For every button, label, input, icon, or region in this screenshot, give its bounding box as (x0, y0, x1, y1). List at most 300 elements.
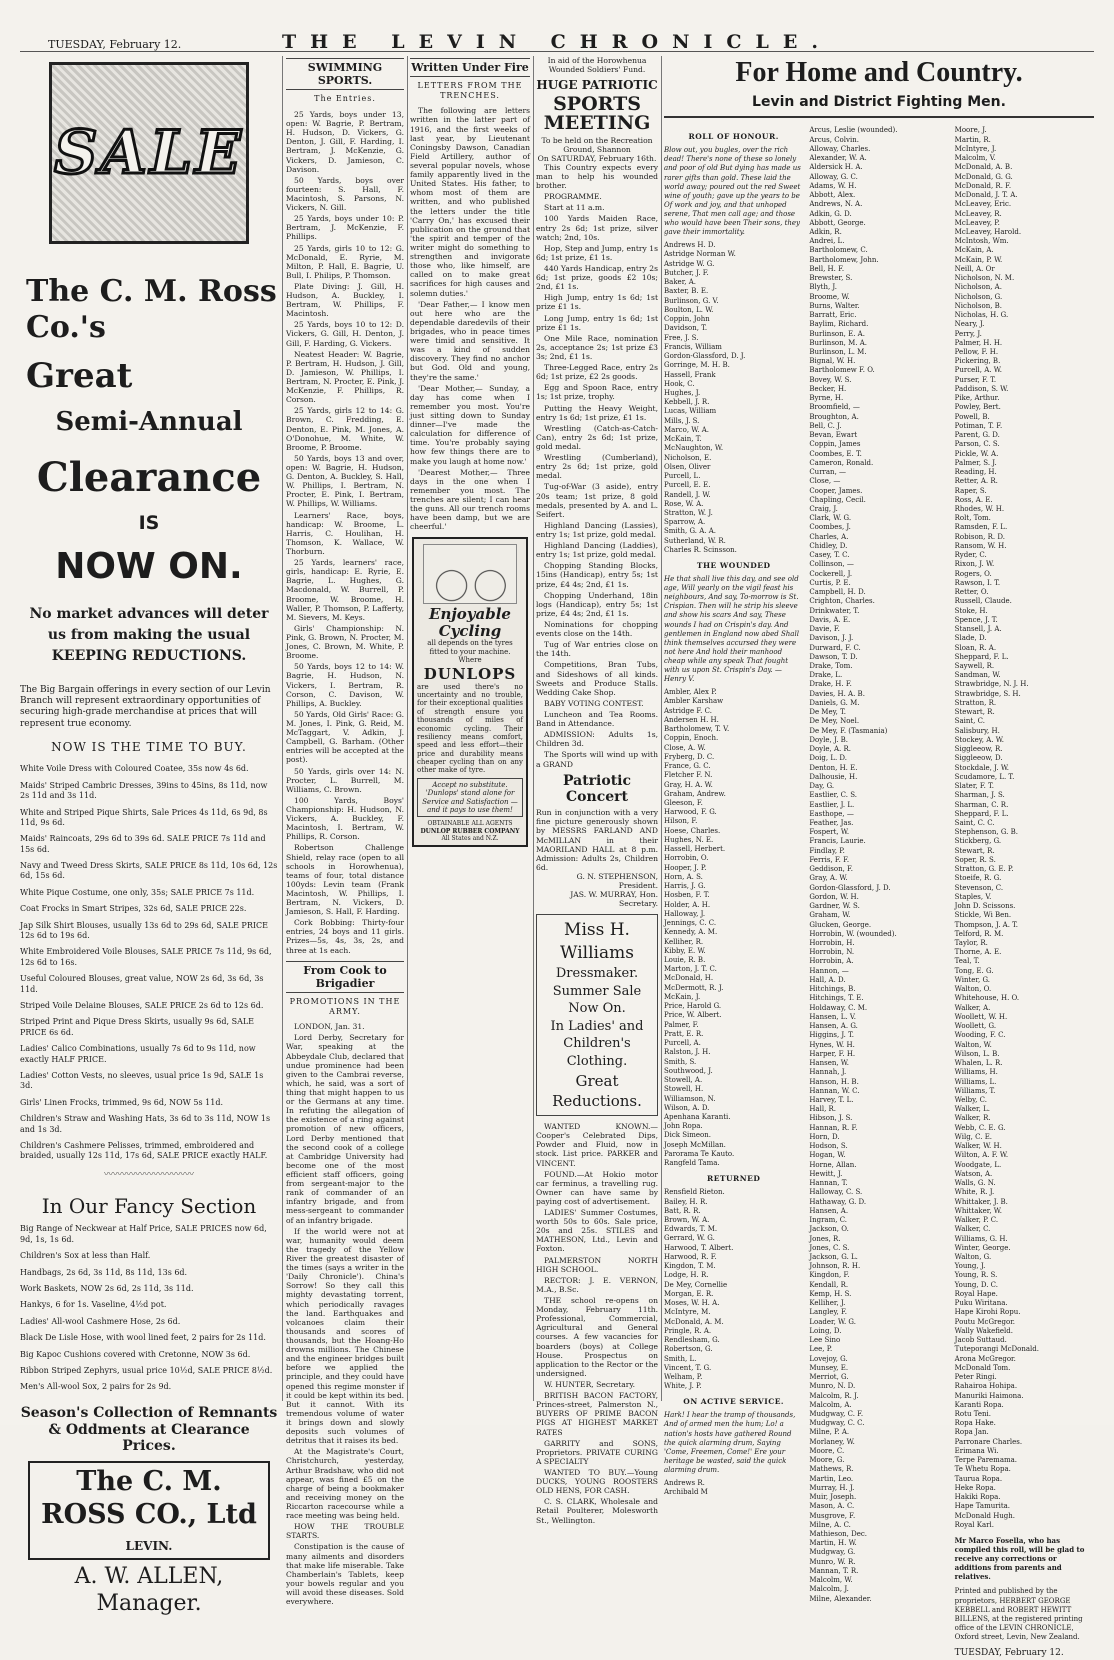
programme-line: ADMISSION: Adults 1s, Children 3d. (536, 730, 658, 749)
soldier-name: Walker, A. (954, 1003, 991, 1012)
sports-intro: In aid of the Horowhenua Wounded Soldiers' Fund. (547, 56, 647, 75)
soldier-name: Rhodes, W. H. (954, 505, 1005, 513)
great-reductions: Great Reductions. (552, 1071, 642, 1110)
soldier-name: McKain, T. (664, 435, 702, 444)
soldier-name: Bell, H. F. (809, 264, 845, 273)
soldier-name: Williams, T. (954, 1086, 996, 1095)
soldier-name: Bignal, W. H. (809, 357, 856, 366)
ad-firm-name: The C. M. Ross Co.'s (26, 274, 277, 345)
soldier-name: Alexander, W. A. (809, 154, 867, 163)
entry-paragraph: 25 Yards, boys under 10: P. Bertram, J. McKenzie, F. Phillips. (286, 214, 404, 242)
soldier-name: Sheppard, F. L. (954, 809, 1009, 818)
soldier-name: John Ropa. (664, 1122, 703, 1131)
soldier-name: Andersen H. H. (664, 715, 719, 724)
soldier-name: Burlinson, G. V. (664, 296, 719, 305)
fancy-item: Men's All-wool Sox, 2 pairs for 2s 9d. (20, 1382, 172, 1392)
soldier-name: Joseph McMillan. (664, 1140, 726, 1149)
soldier-name: Mudgway, C. C. (809, 1419, 865, 1428)
soldier-name: McDonald, R. F. (954, 181, 1012, 190)
soldier-name: Nicholas, H. G. (954, 311, 1009, 320)
soldier-name: Bartholomew, T. V. (664, 725, 730, 734)
soldier-name: Horrobin, H. (809, 939, 855, 948)
soldier-name: Wilg, C. E. (954, 1132, 993, 1141)
soldier-name: Easthope, — (809, 809, 854, 818)
soldier-name: Doyle, J. B. (809, 735, 849, 744)
soldier-name: Drinkwater, T. (809, 606, 860, 615)
fancy-item: Work Baskets, NOW 2s 6d, 2s 11d, 3s 11d. (20, 1284, 194, 1294)
soldier-name: Royal Hape. (954, 1289, 998, 1298)
small-ad: WANTED KNOWN.—Cooper's Celebrated Dips, Powder and Fluid, now in stock. List price. PARKER and VINCENT. (536, 1122, 658, 1168)
soldier-name: Hewitt, J. (809, 1169, 843, 1178)
compiler-note: Mr Marco Fosella, who has compiled this roll, will be glad to receive any corrections or additions from parents and relatives. (954, 1536, 1085, 1582)
soldier-name: Hannah, J. (809, 1068, 847, 1077)
soldier-name: Edwards, T. M. (664, 1225, 718, 1234)
entry-paragraph: 100 Yards, Boys' Championship: H. Hudson, N. Vickers, A. Buckley, F. Macintosh, I. Bertram, W. Phillips, R. Corson. (286, 795, 404, 842)
concert-text: Run in conjunction with a very fine picture generously shown by MESSRS FARLAND AND McMILLAN in their MAORILAND HALL at 8 p.m. Admission: Adults 2s, Children 6d. (536, 808, 658, 872)
soldier-name: Pringle, R. A. (664, 1326, 712, 1335)
roll-subtitle: Levin and District Fighting Men. (664, 94, 1094, 119)
entry-paragraph: Plate Diving: J. Gill, H. Hudson, A. Buckley, I. Bertram, W. Phillips, F. Macintosh. (286, 281, 404, 319)
dunlop-agents: OBTAINABLE ALL AGENTS (427, 820, 513, 828)
soldier-name: Andrei, L. (809, 237, 845, 246)
soldier-name: Davie, F. (809, 625, 840, 634)
soldier-name: Retter, A. R. (954, 477, 998, 486)
soldier-name: Rogers, O. (954, 569, 992, 578)
entry-paragraph: 25 Yards, girls 12 to 14: G. Brown, C. Fredding, E. Denton, E. Pink, M. Jones, A. O'Donohue, M. White, W. Broome, P. Broome. (286, 406, 404, 452)
soldier-name: Astridge F. C. (664, 706, 712, 715)
soldier-name: Tuteporangi McDonald. (954, 1345, 1039, 1354)
programme-line: Putting the Heavy Weight, entry 1s 6d; 1st prize, £1 1s. (536, 403, 658, 422)
article-paragraph: Lord Derby, Secretary for War, speaking at the Abbeydale Club, declared that undue prominence had been given to the Cambrai reverse, which, he said, was a sort of thing that might happen to us or the Germans at any time. In refuting the allegation of the existence of a ring against promotion of new officers, Lord Derby mentioned that the second cook of a college at Cambridge University had become one of the most efficient staff officers, going from sergeant-major to the rank of commander of an infantry brigade, and from mess-sergeant to commander of an infantry brigade. (286, 1033, 404, 1225)
soldier-name: Whittaker, J. B. (954, 1197, 1008, 1206)
soldier-name: Loing, D. (809, 1326, 842, 1335)
soldier-name: Paddison, S. W. (954, 384, 1009, 393)
soldier-name: Dick Simeon. (664, 1131, 712, 1140)
soldier-name: Neary, J. (954, 320, 985, 329)
soldier-name: Davidson, T. (664, 324, 708, 333)
soldier-name: Hansen, L. V. (809, 1012, 856, 1021)
soldier-name: Martin, R. (954, 135, 991, 144)
soldier-name: McNaughton, W. (664, 444, 724, 453)
soldier-name: Barratt, Eric. (809, 311, 857, 320)
patriotic-concert: Patriotic Concert (562, 772, 632, 806)
roll-column-3 (955, 126, 1094, 1660)
dunlop-advertisement (412, 537, 528, 847)
soldier-name: Walker, P. C. (954, 1216, 999, 1225)
sale-item: Ladies' Calico Combinations, usually 7s 6d to 9s 11d, now exactly HALF PRICE. (20, 1044, 256, 1064)
soldier-name: Close, A. W. (664, 743, 706, 752)
soldier-name: McLeavey, P. (954, 218, 1000, 227)
soldier-name: Becker, H. (809, 384, 847, 393)
soldier-name: Hosben, F. T. (664, 891, 710, 900)
soldier-name: Cooper, James. (809, 486, 863, 495)
soldier-name: Erimana Wi. (954, 1446, 999, 1455)
soldier-name: Doyle, A. R. (809, 745, 851, 754)
soldier-name: Stickle, Wi Ben. (954, 911, 1012, 920)
soldier-name: Fryberg, D. C. (664, 752, 715, 761)
soldier-name: Batt, R. R. (664, 1206, 701, 1215)
soldier-name: Close, — (809, 477, 841, 486)
letters-article (410, 106, 530, 531)
article-paragraph: Constipation is the cause of many ailments and disorders that make life miserable. Take Chamberlain's Tablets, keep your bowels regular and you will avoid these diseases. Sold everywhere. (286, 1542, 404, 1607)
soldier-name: Walton, G. (954, 1252, 992, 1261)
soldier-name: Andrews R. (664, 1478, 705, 1487)
letters-heading: Written Under Fire (410, 58, 530, 77)
soldier-name: Mason, A. C. (809, 1502, 855, 1511)
sale-item: Striped Voile Delaine Blouses, SALE PRICE 2s 6d to 12s 6d. (20, 1001, 264, 1010)
soldier-name: Coppin, John (664, 315, 710, 324)
soldier-name: Parent, G. D. (954, 431, 1000, 440)
soldier-name: Spence, J. T. (954, 615, 998, 624)
soldier-name: Bell, C. J. (809, 421, 842, 430)
soldier-name: Loader, W. G. (809, 1317, 857, 1326)
soldier-name: Hannon, — (809, 966, 849, 975)
column-rule (282, 56, 283, 1401)
small-ad: RECTOR: J. E. VERNON, M.A., B.Sc. (536, 1275, 658, 1294)
sale-item: Striped Print and Pique Dress Skirts, usually 9s 6d, SALE PRICE 6s 6d. (20, 1017, 254, 1037)
soldier-name: Dalhousie, H. (809, 772, 858, 781)
soldier-name: Adkin, G. D. (809, 209, 852, 218)
soldier-name: Price, W. Albert. (664, 1011, 722, 1020)
soldier-name: Feather, Jas. (809, 818, 854, 827)
soldier-name: Rose, W. A. (664, 499, 704, 508)
fancy-item: Hankys, 6 for 1s. Vaseline, 4½d pot. (20, 1300, 167, 1310)
soldier-name: Strawbridge, S. H. (954, 689, 1021, 698)
programme-line: Egg and Spoon Race, entry 1s; 1st prize, trophy. (536, 383, 658, 402)
soldier-name: Robison, R. D. (954, 532, 1005, 541)
soldier-name: Halloway, C. S. (809, 1188, 863, 1197)
soldier-name: Wilson, L. B. (954, 1049, 1000, 1058)
soldier-name: Craig, J. (809, 505, 838, 513)
programme-line: One Mile Race, nomination 2s, acceptance 2s; 1st prize £3 3s; 2nd, £1 1s. (536, 333, 658, 362)
sale-item: Jap Silk Shirt Blouses, usually 13s 6d to 29s 6d, SALE PRICE 12s 6d to 19s 6d. (20, 920, 268, 941)
soldier-name: Powell, B. (954, 412, 990, 421)
soldier-name: Adkin, R. (809, 227, 842, 236)
soldier-name: Williams, G. H. (954, 1234, 1008, 1243)
soldier-name: Mannan, T. R. (809, 1566, 859, 1575)
soldier-name: Rixon, J. W. (954, 560, 995, 569)
soldier-name: Lucas, William (664, 407, 717, 416)
soldier-name: Mathews, R. (809, 1465, 854, 1474)
cook-brigadier-heading: From Cook to Brigadier (286, 961, 404, 993)
entry-paragraph: Cork Bobbing: Thirty-four entries, 24 boys and 11 girls. Prizes—5s, 4s, 3s, 2s, and three at 1s each. (286, 918, 404, 955)
soldier-name: Coombes, E. T. (809, 449, 862, 458)
entry-paragraph: 25 Yards, boys under 13, open: W. Bagrie, P. Bertram, H. Hudson, D. Vickers, G. Denton, J. Gill, F. Harding, I. Bertram, J. McKenzie, G. Vickers, D. Jamieson, C. Davison. (286, 109, 404, 174)
soldier-name: Blyth, J. (809, 283, 837, 292)
soldier-name: McIntosh, Wm. (954, 237, 1009, 246)
soldier-name: Stockey, A. W. (954, 735, 1004, 744)
soldier-name: Pellow, F. H. (954, 348, 999, 357)
entry-paragraph: 50 Yards, Old Girls' Race: G. M. Jones, I. Pink, G. Reid, M. McTaggart, V. Adkin, J. Campbell, G. Barham. (Other entries will be accepted at the post). (286, 709, 404, 765)
programme-line: Luncheon and Tea Rooms. Band in Attendance. (536, 709, 658, 729)
soldier-name: Daniels, G. M. (809, 698, 860, 707)
soldier-name: Drake, Tom. (809, 661, 853, 670)
entry-paragraph: Neatest Header: W. Bagrie, P. Bertram, H. Hudson, J. Gill, D. Jamieson, W. Phillips, I. Bertram, N. Procter, E. Pink, J. McKenzie, F. Phillips, R. Corson. (286, 349, 404, 405)
soldier-name: Glucken, George. (809, 920, 872, 929)
soldier-name: Hannan, T. (809, 1179, 848, 1188)
soldier-name: Hansen, W. (809, 1059, 850, 1068)
soldier-name: Casey, T. C. (809, 551, 850, 560)
soldier-name: Purcell, A. W. (954, 366, 1002, 375)
soldier-name: Southwood, J. (664, 1066, 713, 1075)
soldier-name: Wooding, F. C. (954, 1031, 1006, 1040)
soldier-name: Martin, H. W. (809, 1539, 857, 1548)
soldier-name: Hooper, J. P. (664, 863, 707, 872)
soldier-name: Ingram, C. (809, 1216, 848, 1225)
remnants-line: Season's Collection of Remnants & Oddments at Clearance Prices. (20, 1404, 278, 1455)
soldier-name: Potiman, T. F. (954, 421, 1003, 430)
soldier-name: Graham, W. (809, 911, 851, 920)
ad-intro: The Big Bargain offerings in every section of our Levin Branch will represent extraordinary opportunities of securing high-grade merchandise at prices that will represent true economy. (20, 684, 271, 729)
soldier-name: Eastlier, C. S. (809, 791, 857, 800)
soldier-name: Mills, J. S. (664, 416, 700, 425)
fancy-section-heading: In Our Fancy Section (41, 1194, 257, 1219)
soldier-name: Welham, P. (664, 1372, 703, 1381)
letters-subheading: LETTERS FROM THE TRENCHES. (417, 81, 523, 100)
soldier-name: McIntyre, M. (664, 1308, 711, 1317)
soldier-name: Geddison, F. (809, 865, 854, 874)
soldier-name: Horn, A. S. (664, 872, 703, 881)
soldier-name: Baylim, Richard. (809, 320, 869, 329)
soldier-name: Harris, J. G. (664, 882, 706, 891)
roll-grid (664, 126, 1094, 1660)
issue-date: TUESDAY, February 12. (48, 38, 182, 51)
soldier-name: Kingdon, F. (809, 1271, 850, 1280)
soldier-name: Murray, H. J. (809, 1483, 855, 1492)
soldier-name: Salisbury, H. (954, 726, 1000, 735)
soldier-name: Moore, C. (809, 1446, 845, 1455)
programme-line: Start at 11 a.m. (544, 203, 605, 213)
soldier-name: Charles R. Scinsson. (664, 545, 737, 554)
sports-programme (536, 163, 658, 769)
soldier-name: Teal, T. (954, 957, 980, 966)
soldier-name: Byrne, H. (809, 394, 844, 403)
column-rule (533, 56, 534, 1401)
soldier-name: Smith, L. (664, 1354, 697, 1363)
newspaper-title: THE LEVIN CHRONICLE. (282, 31, 832, 53)
soldier-name: Astridge Norman W. (664, 250, 736, 259)
soldier-name: Reading, H. (954, 468, 997, 477)
letter-paragraph: 'Dear Mother,— Sunday, a day has come when I remember you most. You're just sitting down to Sunday dinner—I've made the calculation for difference of time. You're probably saying how few things there are to make you laugh at home now.' (410, 383, 530, 466)
soldier-name: Broomfield, — (809, 403, 860, 412)
dunlop-company: DUNLOP RUBBER COMPANY (420, 827, 520, 835)
soldier-name: Harwood, F. G. (664, 808, 717, 817)
soldier-name: De Mey, F. (Tasmania) (809, 726, 888, 735)
firm-ltd: The C. M. ROSS CO., Ltd (41, 1466, 257, 1530)
programme-line: Three-Legged Race, entry 2s 6d; 1st prize, £2 2s goods. (536, 363, 658, 382)
article-paragraph: If the world were not at war, humanity would deem the tragedy of the Yellow River the greatest disaster of the times (says a writer in the 'Daily Chronicle'). China's Sorrow! So they call this mighty devastating torrent, which periodically ravages the land. Earthquakes and volcanoes claim their thousands and scores of thousands, but the Hoang-Ho drowns millions. The Chinese and the engineer bridges built before we applied the principle, and they could have opened this regime monster if it could be kept within its bed. But it cannot. With its tremendous volume of water it brings down and slowly deposits such volumes of detritus that it raises its bed. (286, 1226, 404, 1446)
soldier-name: Ropa Jan. (954, 1428, 989, 1437)
soldier-name: Pickering, B. (954, 357, 1001, 366)
article-paragraph: LONDON, Jan. 31. (294, 1022, 365, 1032)
soldier-name: Ambler, Alex P. (664, 688, 717, 697)
soldier-name: Andrews H. D. (664, 241, 716, 250)
article-paragraph: HOW THE TROUBLE STARTS. (286, 1522, 404, 1541)
sale-banner: SALE (49, 62, 249, 244)
soldier-name: Scudamore, L. T. (954, 772, 1015, 781)
sale-item: Coat Frocks in Smart Stripes, 32s 6d, SALE PRICE 22s. (20, 904, 247, 914)
soldier-name: Collinson, — (809, 560, 854, 569)
soldier-name: Bevan, Ewart (809, 431, 858, 440)
soldier-name: Walls, G. N. (954, 1179, 996, 1188)
roll-of-honour-heading: ROLL OF HONOUR. (688, 132, 779, 142)
soldier-name: McDonald Tom. (954, 1363, 1011, 1372)
soldier-name: Taylor, R. (954, 939, 988, 948)
soldier-name: McLeavey, R. (954, 209, 1002, 218)
soldier-name: Apenhana Karanti. (664, 1112, 731, 1121)
soldier-name: Purser, F. T. (954, 375, 997, 384)
soldier-name: Burns, Walter. (809, 301, 860, 310)
soldier-name: Burlinson, M. A. (809, 338, 867, 347)
soldier-name: Halloway, J. (664, 909, 706, 918)
fancy-item: Big Kapoc Cushions covered with Cretonne, NOW 3s 6d. (20, 1349, 251, 1359)
entry-paragraph: Robertson Challenge Shield, relay race (open to all schools in Horowhenua), teams of four, total distance 100yds: Levin team (Frank Macintosh, W. Phillips, I. Bertram, N. Vickers, D. Jamieson, S. Hall, F. Harding. (286, 843, 404, 917)
soldier-name: Saint, C. C. (954, 818, 995, 827)
soldier-name: Walker, C. (954, 1225, 991, 1234)
soldier-name: Moore, G. (809, 1456, 845, 1465)
soldier-name: Purcell, E. E. (664, 481, 711, 490)
soldier-name: Ramsden, F. L. (954, 523, 1008, 532)
soldier-name: Bartholomew, C. (809, 246, 868, 255)
soldier-name: Gorringe, M. H. B. (664, 361, 730, 370)
soldier-name: Stickberg, G. (954, 837, 1002, 846)
soldier-name: Whitehouse, H. O. (954, 994, 1020, 1003)
programme-line: Tug-of-War (3 aside), entry 20s team; 1st prize, 8 gold medals, presented by A. and L. Seifert. (536, 482, 658, 519)
soldier-name: Brewster, S. (809, 274, 853, 283)
ad-semi-annual: Semi-Annual (55, 406, 243, 437)
programme-line: The Sports will wind up with a GRAND (536, 750, 658, 769)
soldier-name: Malcolm, W. (809, 1576, 853, 1585)
soldier-name: Broughton, A. (809, 412, 859, 421)
soldier-name: Merriot, G. (809, 1373, 849, 1382)
soldier-name: Wilton, A. F. W. (954, 1151, 1009, 1160)
soldier-name: Hook, C. (664, 379, 695, 388)
soldier-name: Staples, V. (954, 892, 992, 901)
entry-paragraph: Learners' Race, boys, handicap: W. Broome, L. Harris, C. Houlihan, H. Thomson, K. Wallace, W. Thorburn. (286, 510, 404, 556)
soldier-name: Hape Tamurita. (954, 1502, 1011, 1511)
footer-date: TUESDAY, February 12. (954, 1648, 1064, 1659)
enjoyable-cycling: Enjoyable Cycling (429, 605, 511, 640)
soldier-name: Alloway, Charles. (809, 144, 871, 153)
honour-list (664, 241, 803, 555)
programme-line: PROGRAMME. (544, 192, 602, 202)
ross-advertisement (20, 56, 278, 1616)
soldier-name: Purcell, L. (664, 472, 701, 481)
soldier-name: Hodson, S. (809, 1142, 848, 1151)
soldier-name: Hape Kirohi Ropu. (954, 1308, 1021, 1317)
soldier-name: Gordon-Glassford, D. J. (664, 352, 746, 361)
sports-date: On SATURDAY, February 16th. (537, 153, 657, 163)
small-ad: PALMERSTON NORTH HIGH SCHOOL. (536, 1255, 658, 1274)
soldier-name: White, J. P. (664, 1382, 702, 1391)
soldier-name: Morgan, E. R. (664, 1289, 714, 1298)
soldier-name: Stephenson, G. B. (954, 828, 1018, 837)
programme-line: Chopping Standing Blocks, 15ins (Handicap), entry 5s; 1st prize, £4 4s; 2nd, £1 1s. (536, 561, 658, 589)
soldier-name: Abbott, George. (809, 218, 866, 227)
dressmaker-ad (536, 914, 658, 1116)
soldier-name: Watson, A. (954, 1169, 993, 1178)
sale-item: Ladies' Cotton Vests, no sleeves, usual price 1s 9d, SALE 1s 3d. (20, 1070, 264, 1091)
soldier-name: Whittaker, W. (954, 1206, 1003, 1215)
soldier-name: Lodge, H. R. (664, 1271, 709, 1280)
ad-no-market: No market advances will deter us from making the usual KEEPING REDUCTIONS. (29, 605, 269, 664)
soldier-name: Whalen, L. R. (954, 1059, 1003, 1068)
soldier-name: Sparrow, A. (664, 518, 706, 527)
soldier-name: Woodgate, L. (954, 1160, 1002, 1169)
soldier-name: Ransom, W. H. (954, 541, 1007, 550)
soldier-name: Stoke, H. (954, 606, 988, 615)
soldier-name: Stewart, R. (954, 846, 995, 855)
soldier-name: Marco, W. A. (664, 425, 709, 434)
soldier-name: Graham, Andrew. (664, 789, 726, 798)
soldier-name: Malcolm, A. (809, 1400, 852, 1409)
letter-paragraph: The following are letters written in the latter part of 1916, and the first weeks of last year, by Lieutenant Coningsby Dawson, Canadian Field Artillery, author of several popular novels, whose family apparently lived in the United States. His father, to whom most of them are written, and who published the letters under the title 'Carry On,' has excused their publication on the ground that 'the spirit and temper of the writer might do something to strengthen and invigorate those who, like himself, are called on to make great sacrifices for high causes and solemn duties.' (410, 106, 530, 298)
soldier-name: Durward, F. C. (809, 643, 861, 652)
soldier-name: Malcolm, J. (809, 1585, 849, 1594)
sale-item: Children's Cashmere Pelisses, trimmed, embroidered and braided, usually 12s 11d, 17s 6d, SALE PRICE exactly HALF. (20, 1140, 268, 1161)
soldier-name: Hannan, R. F. (809, 1123, 858, 1132)
sale-item: White Embroidered Voile Blouses, SALE PRICE 7s 11d, 9s 6d, 12s 6d to 16s. (20, 947, 272, 967)
soldier-name: Denton, H. E. (809, 763, 858, 772)
poem-crispin: He that shall live this day, and see old age, Will yearly on the vigil feast his neighbours, And say, To-morrow is St. Crispian. Then will he strip his sleeve and show his scars And say, These wounds I had on Crispin's day. And gentlemen in England now abed Shall think themselves accursed they were not here And hold their manhood cheap while any speak That fought with us upon St. Crispin's Day. —Henry V. (664, 575, 799, 684)
small-ad: BRITISH BACON FACTORY, Princes-street, Palmerston N., BUYERS OF PRIME BACON PIGS AT HIGHEST MARKET RATES (536, 1391, 658, 1437)
soldier-name: Stowell, H. (664, 1085, 704, 1094)
sale-item: Maids' Raincoats, 29s 6d to 39s 6d. SALE PRICE 7s 11d and 15s 6d. (20, 834, 266, 854)
soldier-name: Rendlesham, G. (664, 1336, 720, 1345)
soldier-name: Davison, J. J. (809, 634, 854, 643)
soldier-name: Sharman, J. S. (954, 791, 1005, 800)
active-list-a (664, 1479, 803, 1497)
soldier-name: Horrobin, W. (wounded). (809, 929, 897, 938)
dunlop-body: are used there's no uncertainty and no trouble, for their exceptional qualities of strength ensure you thousands of miles of economic cycling. Their resiliency means comfort, speed and less effort—their price and durability means cheaper cycling than on any other make of tyre. (417, 682, 523, 775)
soldier-name: Fospert, W. (809, 828, 850, 837)
soldier-name: Curtis, P. E. (809, 578, 851, 587)
soldier-name: De Mey, T. (809, 708, 846, 717)
soldier-name: Rensfield Rieton. (664, 1188, 725, 1197)
soldier-name: McLeavey, Harold. (954, 227, 1022, 236)
soldier-name: Harvey, T. L. (809, 1096, 854, 1104)
soldier-name: White, R. J. (954, 1188, 995, 1197)
entry-paragraph: 25 Yards, girls 10 to 12: G. McDonald, E. Ryrie, M. Milton, P. Hall, E. Bagrie, U. Bull, I. Philips, P. Thomson. (286, 243, 404, 280)
soldier-name: Jones, C. S. (809, 1243, 850, 1252)
programme-line: 100 Yards Maiden Race, entry 2s 6d; 1st prize, silver watch; 2nd, 10s. (536, 214, 658, 242)
active-service-heading: ON ACTIVE SERVICE. (683, 1397, 785, 1407)
soldier-name: Dawson, T. D. (809, 652, 858, 661)
fancy-items-list (20, 1224, 278, 1392)
soldier-name: Crighton, Charles. (809, 597, 875, 606)
classifieds-column (536, 56, 658, 1525)
soldier-name: Milne, A. C. (809, 1520, 851, 1529)
soldier-name: Higgins, J. T. (809, 1031, 855, 1040)
soldier-name: Coppin, James (809, 440, 861, 449)
soldier-name: Hitchings, T. E. (809, 994, 864, 1003)
soldier-name: Lovejoy, G. (809, 1354, 848, 1363)
soldier-name: Andrews, N. A. (809, 200, 863, 209)
sale-item: Navy and Tweed Dress Skirts, SALE PRICE 8s 11d, 10s 6d, 12s 6d, 15s 6d. (20, 861, 278, 881)
soldier-name: Gray, A. W. (809, 874, 848, 883)
soldier-name: Campbell, H. D. (809, 588, 866, 597)
soldier-name: Rotu Teni. (954, 1409, 991, 1418)
soldier-name: Rangfeld Tama. (664, 1159, 720, 1168)
soldier-name: Terpe Paremama. (954, 1456, 1018, 1465)
soldier-name: Arcus, Colvin. (809, 135, 859, 144)
soldier-name: McDonald, H. (664, 974, 714, 983)
soldier-name: Ropa Hake. (954, 1419, 996, 1428)
soldier-name: Gleeson, F. (664, 799, 703, 808)
promotions-subheading: PROMOTIONS IN THE ARMY. (289, 997, 401, 1016)
soldier-name: Slater, F. T. (954, 782, 994, 791)
soldier-name: Smith, S. (664, 1057, 697, 1066)
